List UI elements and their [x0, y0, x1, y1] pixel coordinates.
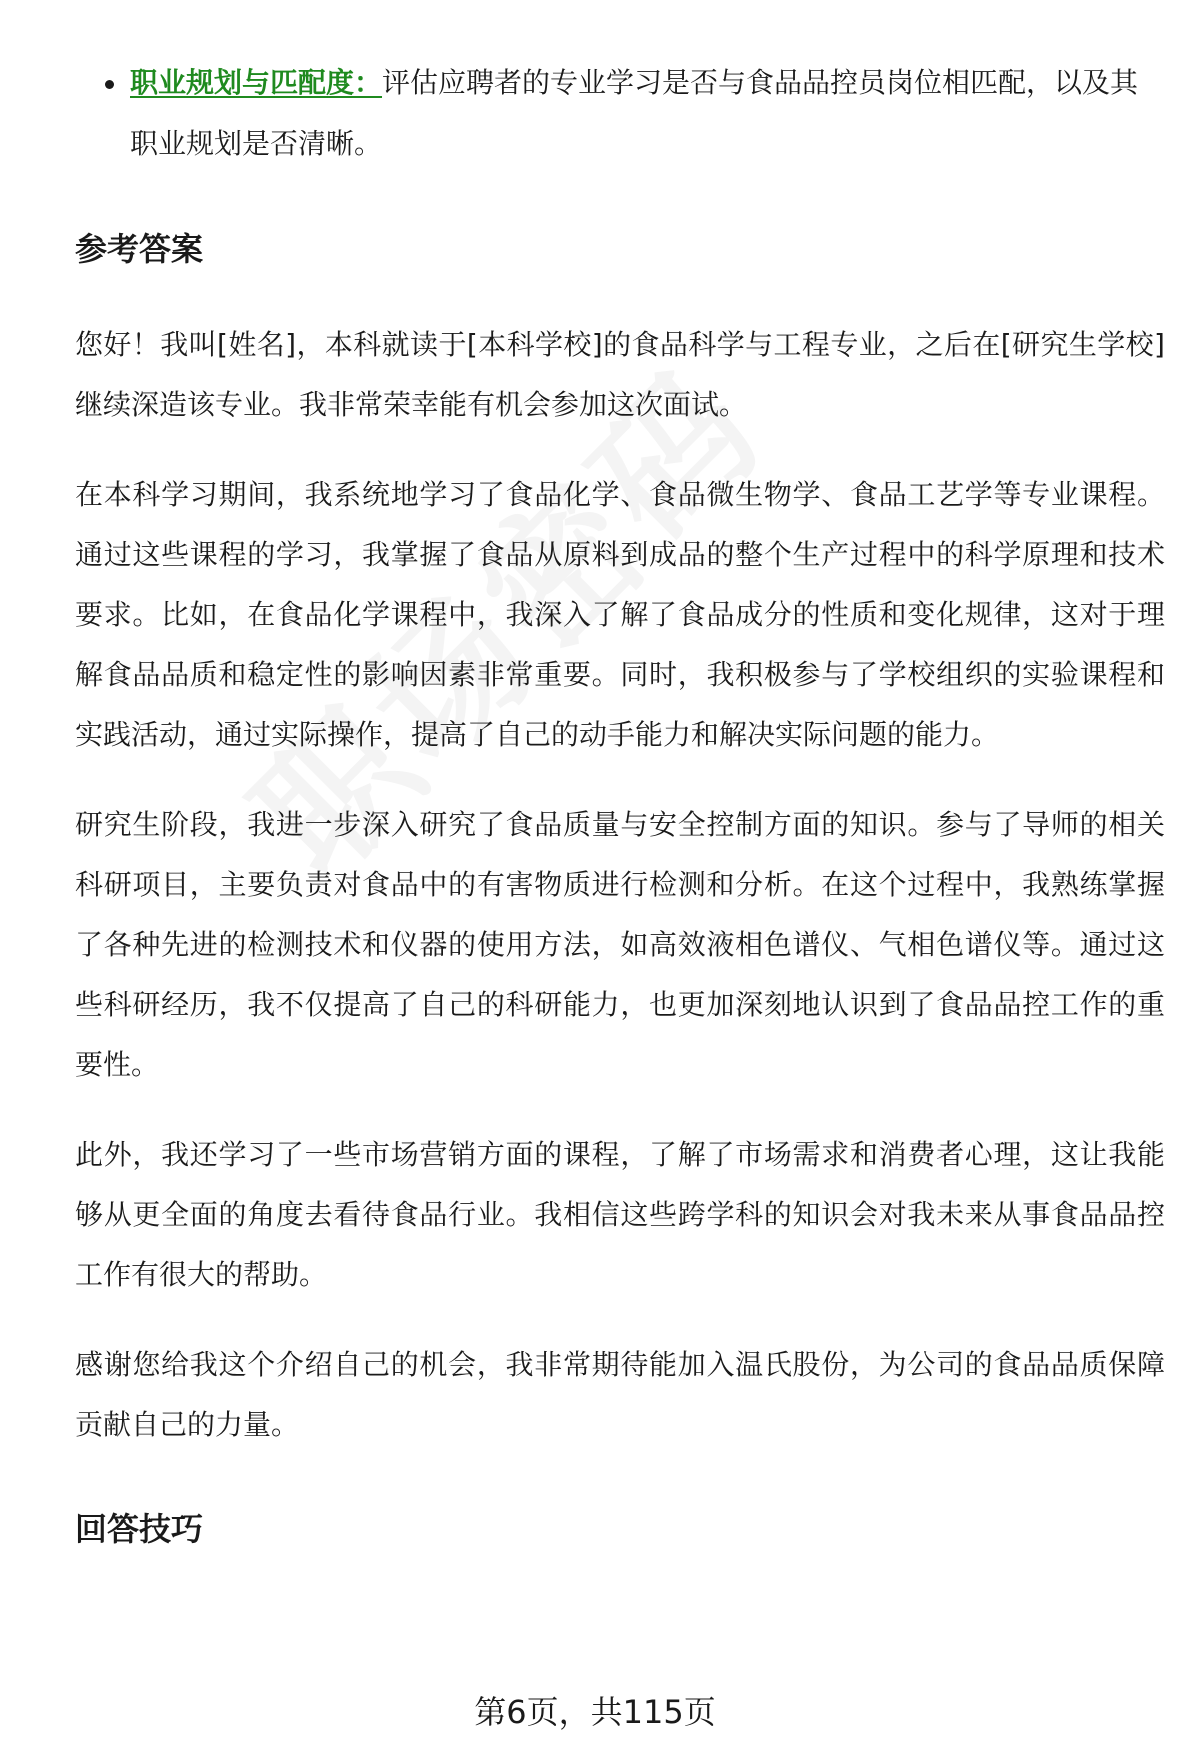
bullet-label-link[interactable]: 职业规划与匹配度： — [130, 66, 383, 99]
page-content — [75, 52, 1165, 1551]
answer-paragraph-2: 在本科学习期间，我系统地学习了食品化学、食品微生物学、食品工艺学等专业课程。通过这些课程的学习，我掌握了食品从原料到成品的整个生产过程中的科学原理和技术要求。比如，在食品化学课程中，我深入了解了食品成分的性质和变化规律，这对于理解食品品质和稳定性的影响因素非常重要。同时，我积极参与了学校组织的实验课程和实践活动，通过实际操作，提高了自己的动手能力和解决实际问题的能力。 — [75, 478, 1165, 751]
bullet-item — [75, 52, 1165, 174]
answer-tips-heading: 回答技巧 — [75, 1510, 204, 1548]
answer-paragraph-4: 此外，我还学习了一些市场营销方面的课程，了解了市场需求和消费者心理，这让我能够从更全面的角度去看待食品行业。我相信这些跨学科的知识会对我未来从事食品品控工作有很大的帮助。 — [75, 1138, 1165, 1291]
reference-answer-heading: 参考答案 — [75, 230, 204, 268]
page-number-footer: 第6页，共115页 — [474, 1693, 716, 1731]
answer-paragraph-1: 您好！我叫[姓名]，本科就读于[本科学校]的食品科学与工程专业，之后在[研究生学校]继续深造该专业。我非常荣幸能有机会参加这次面试。 — [75, 328, 1165, 421]
answer-paragraph-3: 研究生阶段，我进一步深入研究了食品质量与安全控制方面的知识。参与了导师的相关科研项目，主要负责对食品中的有害物质进行检测和分析。在这个过程中，我熟练掌握了各种先进的检测技术和仪器的使用方法，如高效液相色谱仪、气相色谱仪等。通过这些科研经历，我不仅提高了自己的科研能力，也更加深刻地认识到了食品品控工作的重要性。 — [75, 808, 1165, 1081]
answer-paragraph-5: 感谢您给我这个介绍自己的机会，我非常期待能加入温氏股份，为公司的食品品质保障贡献自己的力量。 — [75, 1348, 1165, 1441]
bullet-dot-icon — [105, 80, 114, 89]
bullet-text: 评估应聘者的专业学习是否与食品品控员岗位相匹配，以及其职业规划是否清晰。 — [130, 66, 1139, 160]
